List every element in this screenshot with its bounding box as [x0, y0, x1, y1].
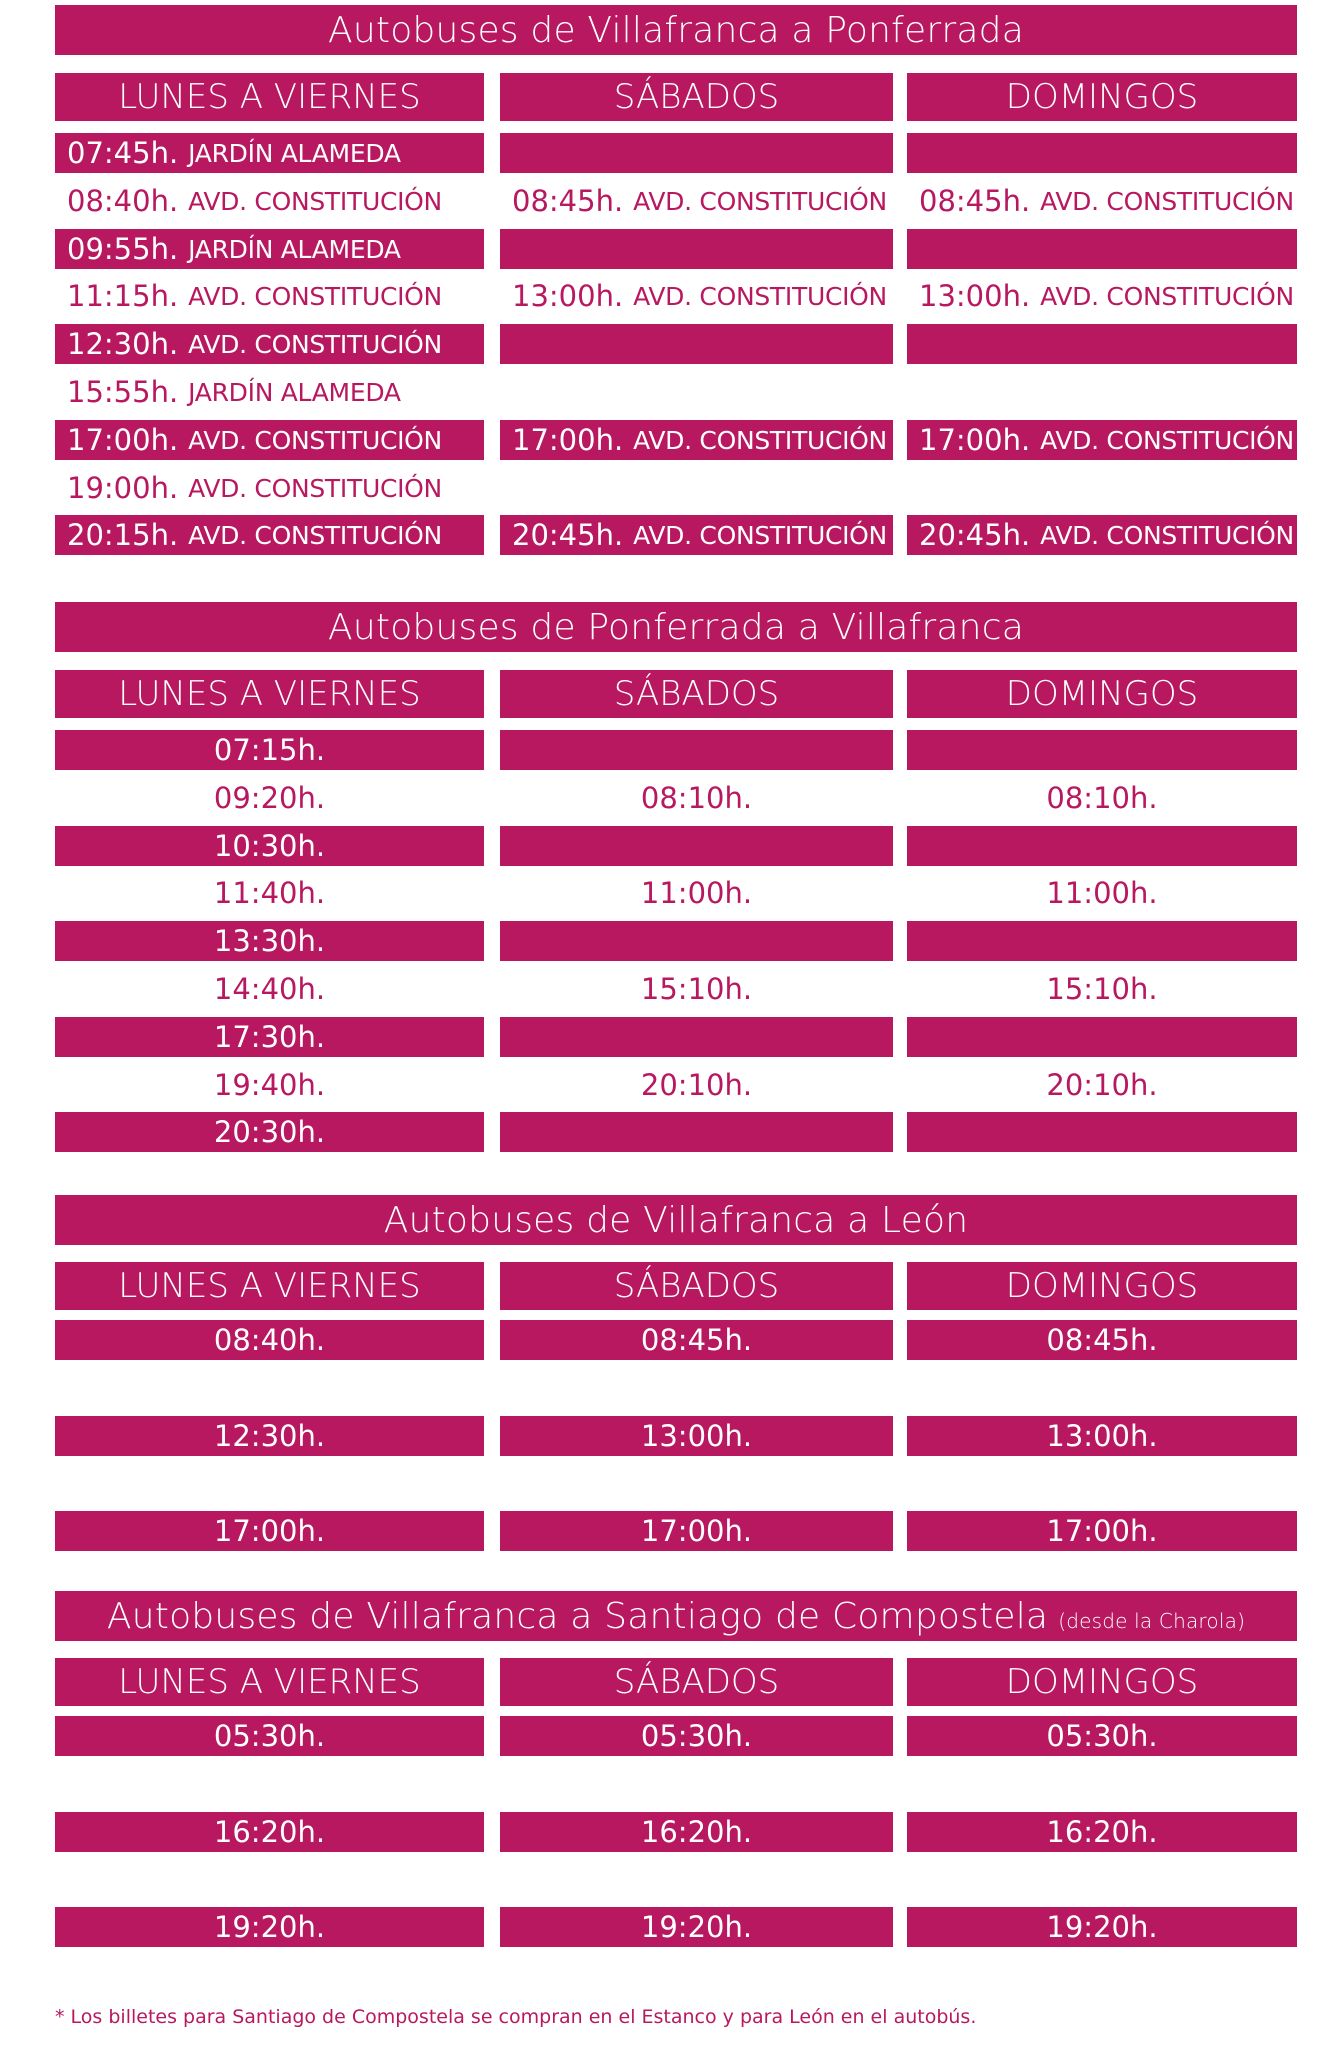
departure-time: 16:20h.	[640, 1815, 753, 1849]
departure-time: 16:20h.	[1046, 1815, 1158, 1849]
departure-stop: AVD. CONSTITUCIÓN	[188, 186, 442, 216]
departure-time: 19:00h.	[67, 471, 179, 505]
departure-cell	[55, 778, 484, 818]
departure-cell	[500, 1511, 893, 1551]
departure-cell	[500, 181, 893, 221]
departure-cell	[55, 324, 484, 364]
departure-cell	[55, 1416, 484, 1456]
departure-time: 17:00h.	[919, 423, 1031, 457]
section-title-text: Autobuses de Villafranca a León	[383, 1199, 969, 1241]
column-header-weekdays: LUNES A VIERNES	[55, 1658, 484, 1706]
departure-stop: AVD. CONSTITUCIÓN	[188, 329, 442, 359]
column-header-saturdays: SÁBADOS	[500, 670, 893, 718]
departure-cell	[55, 468, 484, 508]
departure-time: 12:30h.	[67, 327, 179, 361]
departure-cell	[55, 1065, 484, 1105]
departure-cell	[55, 730, 484, 770]
departure-time: 13:00h.	[919, 279, 1031, 313]
departure-cell	[907, 873, 1297, 913]
departure-time: 20:45h.	[512, 518, 624, 552]
column-header-weekdays: LUNES A VIERNES	[55, 73, 484, 121]
departure-cell	[55, 133, 484, 173]
departure-time: 11:15h.	[67, 279, 179, 313]
departure-time: 08:40h.	[67, 184, 179, 218]
departure-cell	[55, 1716, 484, 1756]
departure-cell	[500, 1812, 893, 1852]
departure-time: 10:30h.	[213, 829, 326, 863]
departure-time: 17:00h.	[67, 423, 179, 457]
departure-cell	[907, 1716, 1297, 1756]
departure-time: 20:10h.	[640, 1068, 753, 1102]
departure-stop: AVD. CONSTITUCIÓN	[633, 281, 887, 311]
departure-time: 19:40h.	[213, 1068, 326, 1102]
departure-cell	[500, 1017, 893, 1057]
departure-cell	[907, 1112, 1297, 1152]
departure-cell	[907, 1812, 1297, 1852]
column-header-sundays: DOMINGOS	[907, 1658, 1297, 1706]
departure-time: 15:10h.	[1046, 972, 1158, 1006]
departure-time: 11:00h.	[640, 876, 753, 910]
departure-cell	[907, 1511, 1297, 1551]
departure-cell	[500, 921, 893, 961]
departure-cell	[907, 1416, 1297, 1456]
departure-cell	[55, 1112, 484, 1152]
departure-cell	[907, 1065, 1297, 1105]
departure-stop: AVD. CONSTITUCIÓN	[1040, 186, 1294, 216]
column-header-saturdays: SÁBADOS	[500, 1658, 893, 1706]
departure-cell	[500, 133, 893, 173]
departure-cell	[55, 873, 484, 913]
departure-stop: JARDÍN ALAMEDA	[188, 138, 401, 168]
departure-cell	[907, 515, 1297, 555]
departure-stop: AVD. CONSTITUCIÓN	[633, 520, 887, 550]
departure-stop: AVD. CONSTITUCIÓN	[188, 520, 442, 550]
departure-stop: JARDÍN ALAMEDA	[188, 377, 401, 407]
departure-time: 08:45h.	[512, 184, 624, 218]
section-title	[55, 1195, 1297, 1245]
departure-cell	[500, 420, 893, 460]
departure-time: 08:40h.	[213, 1323, 326, 1357]
section-title	[55, 5, 1297, 55]
departure-cell	[500, 873, 893, 913]
departure-time: 08:10h.	[1046, 781, 1158, 815]
departure-time: 15:55h.	[67, 375, 179, 409]
footnote: * Los billetes para Santiago de Compostela se compran en el Estanco y para León en el autobús.	[55, 2006, 977, 2028]
departure-cell	[907, 826, 1297, 866]
departure-stop: JARDÍN ALAMEDA	[188, 234, 401, 264]
departure-time: 13:00h.	[512, 279, 624, 313]
departure-time: 20:10h.	[1046, 1068, 1158, 1102]
section-title-text: Autobuses de Villafranca a Ponferrada	[328, 9, 1024, 51]
departure-time: 08:45h.	[640, 1323, 753, 1357]
departure-cell	[907, 324, 1297, 364]
departure-time: 19:20h.	[640, 1910, 753, 1944]
departure-time: 13:00h.	[640, 1419, 753, 1453]
column-header-saturdays: SÁBADOS	[500, 1262, 893, 1310]
departure-time: 17:00h.	[640, 1514, 753, 1548]
column-header-weekdays: LUNES A VIERNES	[55, 1262, 484, 1310]
section-title-note: (desde la Charola)	[1058, 1609, 1246, 1633]
departure-cell	[907, 778, 1297, 818]
departure-time: 17:30h.	[213, 1020, 326, 1054]
departure-time: 20:15h.	[67, 518, 179, 552]
departure-cell	[500, 826, 893, 866]
departure-time: 09:55h.	[67, 232, 179, 266]
column-header-sundays: DOMINGOS	[907, 670, 1297, 718]
departure-time: 17:00h.	[1046, 1514, 1158, 1548]
departure-time: 19:20h.	[1046, 1910, 1158, 1944]
departure-cell	[500, 229, 893, 269]
departure-cell	[55, 1320, 484, 1360]
departure-cell	[55, 826, 484, 866]
departure-cell	[907, 730, 1297, 770]
section-title-text: Autobuses de Villafranca a Santiago de Compostela	[106, 1595, 1049, 1637]
departure-cell	[55, 1511, 484, 1551]
departure-stop: AVD. CONSTITUCIÓN	[1040, 281, 1294, 311]
departure-cell	[907, 276, 1297, 316]
departure-cell	[907, 1907, 1297, 1947]
departure-cell	[907, 969, 1297, 1009]
departure-cell	[907, 1320, 1297, 1360]
departure-cell	[907, 921, 1297, 961]
departure-stop: AVD. CONSTITUCIÓN	[1040, 425, 1294, 455]
departure-cell	[907, 133, 1297, 173]
departure-time: 20:30h.	[213, 1115, 326, 1149]
column-header-sundays: DOMINGOS	[907, 1262, 1297, 1310]
departure-cell	[55, 181, 484, 221]
departure-time: 16:20h.	[213, 1815, 326, 1849]
departure-cell	[907, 1017, 1297, 1057]
departure-time: 17:00h.	[213, 1514, 326, 1548]
section-title	[55, 1591, 1297, 1641]
departure-time: 11:00h.	[1046, 876, 1158, 910]
departure-stop: AVD. CONSTITUCIÓN	[633, 425, 887, 455]
departure-stop: AVD. CONSTITUCIÓN	[188, 425, 442, 455]
departure-cell	[500, 324, 893, 364]
departure-time: 20:45h.	[919, 518, 1031, 552]
departure-cell	[500, 1065, 893, 1105]
departure-cell	[500, 1716, 893, 1756]
departure-cell	[907, 229, 1297, 269]
departure-time: 11:40h.	[213, 876, 326, 910]
departure-time: 13:00h.	[1046, 1419, 1158, 1453]
departure-cell	[500, 1320, 893, 1360]
departure-cell	[500, 730, 893, 770]
column-header-saturdays: SÁBADOS	[500, 73, 893, 121]
section-title	[55, 602, 1297, 652]
departure-time: 08:10h.	[640, 781, 753, 815]
departure-cell	[55, 515, 484, 555]
departure-time: 09:20h.	[213, 781, 326, 815]
departure-time: 05:30h.	[1046, 1719, 1158, 1753]
departure-cell	[55, 1812, 484, 1852]
departure-time: 17:00h.	[512, 423, 624, 457]
departure-cell	[55, 969, 484, 1009]
departure-time: 14:40h.	[213, 972, 326, 1006]
departure-cell	[907, 420, 1297, 460]
departure-time: 13:30h.	[213, 924, 326, 958]
departure-time: 12:30h.	[213, 1419, 326, 1453]
departure-time: 07:15h.	[213, 733, 326, 767]
column-header-weekdays: LUNES A VIERNES	[55, 670, 484, 718]
departure-time: 07:45h.	[67, 136, 179, 170]
departure-cell	[500, 515, 893, 555]
departure-time: 05:30h.	[640, 1719, 753, 1753]
column-header-sundays: DOMINGOS	[907, 73, 1297, 121]
departure-stop: AVD. CONSTITUCIÓN	[1040, 520, 1294, 550]
departure-cell	[500, 276, 893, 316]
section-title-text: Autobuses de Ponferrada a Villafranca	[328, 606, 1024, 648]
departure-stop: AVD. CONSTITUCIÓN	[633, 186, 887, 216]
departure-time: 15:10h.	[640, 972, 753, 1006]
departure-cell	[55, 1017, 484, 1057]
departure-cell	[907, 181, 1297, 221]
departure-cell	[500, 1907, 893, 1947]
departure-time: 08:45h.	[1046, 1323, 1158, 1357]
departure-time: 08:45h.	[919, 184, 1031, 218]
departure-cell	[500, 969, 893, 1009]
departure-time: 05:30h.	[213, 1719, 326, 1753]
departure-cell	[55, 229, 484, 269]
departure-cell	[55, 921, 484, 961]
departure-stop: AVD. CONSTITUCIÓN	[188, 281, 442, 311]
departure-cell	[500, 1416, 893, 1456]
departure-cell	[500, 778, 893, 818]
departure-stop: AVD. CONSTITUCIÓN	[188, 473, 442, 503]
departure-cell	[500, 1112, 893, 1152]
departure-cell	[55, 1907, 484, 1947]
departure-cell	[55, 372, 484, 412]
departure-cell	[55, 420, 484, 460]
departure-time: 19:20h.	[213, 1910, 326, 1944]
departure-cell	[55, 276, 484, 316]
